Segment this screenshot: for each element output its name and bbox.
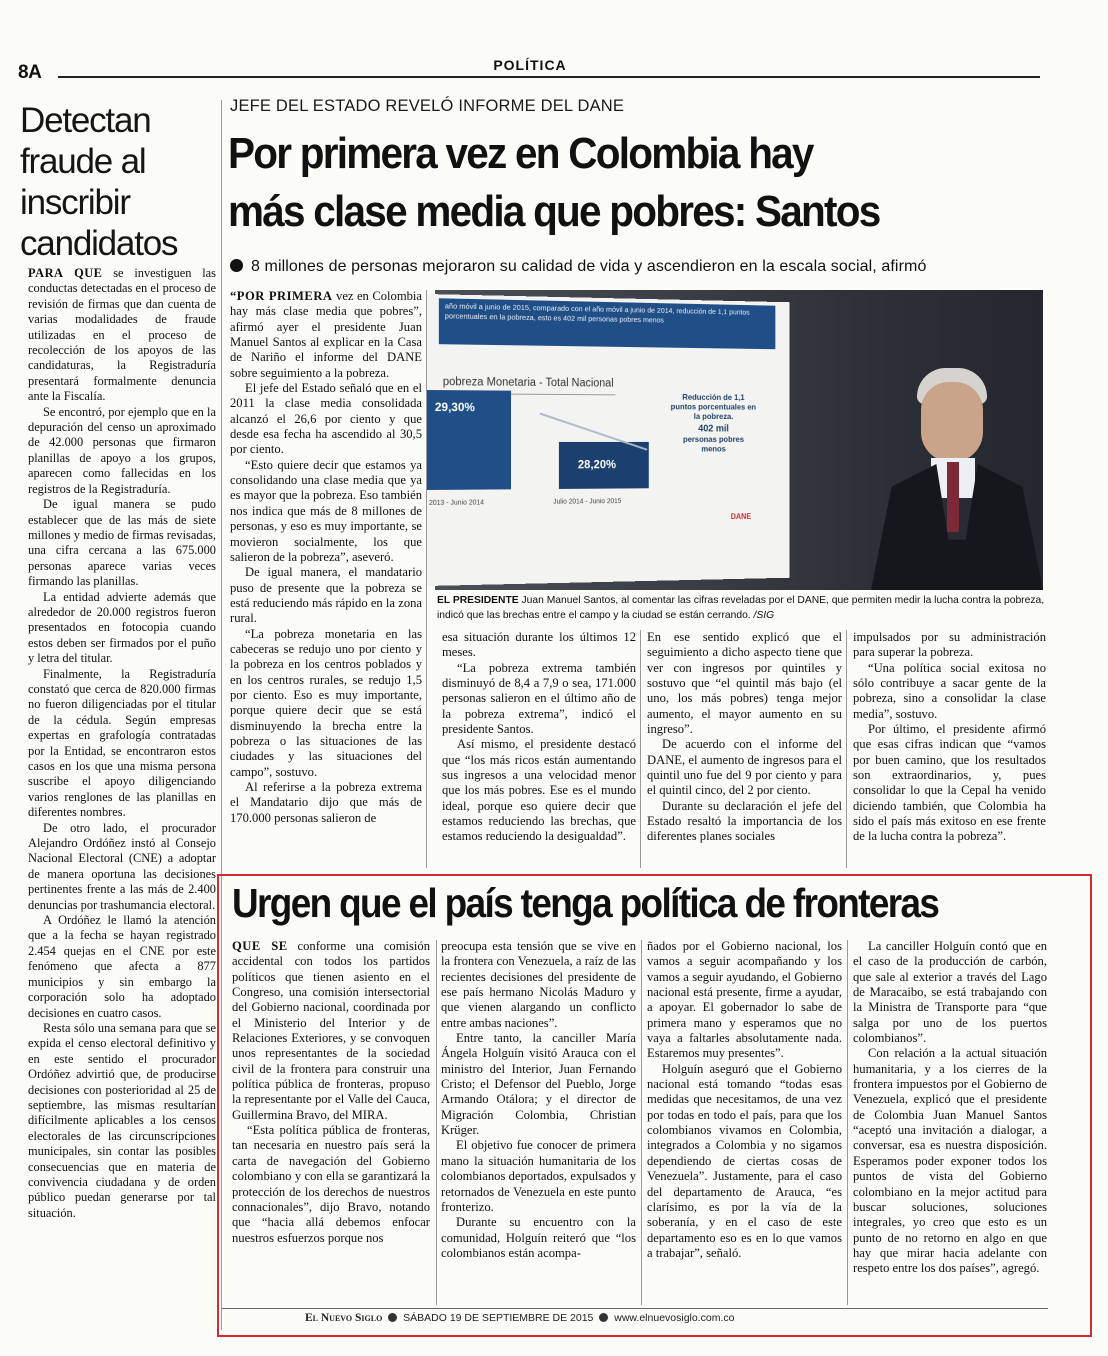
bottom-headline: Urgen que el país tenga política de fronteras: [232, 880, 939, 926]
footer-bullet-icon: [599, 1313, 608, 1322]
main-paragraph: “Una política social exitosa no sólo contribuye a sacar gente de la pobreza, sino a consolidar la clase media”, sostuvo.: [853, 660, 1046, 721]
santos-figure: [865, 360, 1043, 590]
note-line: 402 mil: [698, 423, 729, 435]
dane-slide: [427, 294, 789, 586]
santos-tie: [947, 462, 959, 532]
bottom-paragraph: “Esta política pública de fronteras, tan necesaria en nuestro país será la carta de navegación del Gobierno colombiano y con ella se garantizará la protección de los derechos de nuestros connacionales”, dijo Bravo, notando que “hacia allá debemos enfocar nuestros esfuerzos porque nos: [232, 1123, 430, 1245]
bar-value-1: 29,30%: [434, 400, 475, 415]
page-number: 8A: [18, 62, 42, 83]
footer-date: SÁBADO 19 DE SEPTIEMBRE DE 2015: [403, 1312, 594, 1324]
main-paragraph: En ese sentido explicó que el seguimiento a dicho aspecto tiene que ver con ingresos por quintiles y sostuvo que “el quintil más bajo (el uno, los más pobres) tenga mejor aumento, el mayor aumento en su ingreso”.: [647, 630, 842, 737]
bottom-paragraph: Holguín aseguró que el Gobierno nacional está tomando “todas esas medidas que necesitamos, de una vez por todas en todo el país, para que los colombianos vivamos en Colombia, integrados a Colombia y no sigamos dependiendo de ciertas cosas de Venezuela”. Justamente, para el caso del departamento de Arauca, “es clarísimo, es por la vía de la soberanía, y en el caso de este departamento eso es en lo que vamos a trabajar”, señaló.: [647, 1061, 842, 1260]
note-line: menos: [701, 443, 726, 454]
bar-label-1: 2013 - Junio 2014: [428, 499, 484, 507]
side-paragraph: Resta sólo una semana para que se expida el censo electoral definitivo y en este sentido el procurador Ordóñez advirtió que, de producirse decisiones con posterioridad al 25 de septiembre, las mismas resultarían difícilmente aplicables a los censos electorales de las circunscripciones municipales, sin contar las posibles consecuencias que en materia de convivencia ciudadana y de orden público puedan generarse por tal situación.: [28, 1020, 216, 1220]
footer-url[interactable]: www.elnuevosiglo.com.co: [614, 1312, 735, 1324]
main-column-4: [853, 630, 1046, 870]
column-divider: [640, 630, 641, 868]
bottom-paragraph: La canciller Holguín contó que en el caso de la producción de carbón, que sale al exterior a través del Lago de Maracaibo, se está trabajando con la Ministra de Transporte para “que salga por uno de los puertos colombianos”.: [853, 939, 1047, 1046]
caption-lead: EL PRESIDENTE: [437, 595, 519, 606]
main-paragraph: “Esto quiere decir que estamos ya consolidando una clase media que ya es mayor que la pobreza. Eso también nos indica que más de 8 millones de personas, y eso es muy importante, se movieron socialmente, los que salieron de la pobreza”, aseveró.: [230, 457, 422, 564]
bottom-paragraph: preocupa esta tensión que se vive en la frontera con Venezuela, a raíz de las recientes decisiones del presidente de ese país hermano Nicolás Maduro y que vienen alargando un conflicto entre ambas naciones”.: [441, 939, 636, 1030]
caption-text: Juan Manuel Santos, al comentar las cifras reveladas por el DANE, que permiten medir la lucha contra la pobreza, indicó que las brechas entre el campo y la ciudad se están cerrando.: [437, 595, 1045, 621]
side-paragraph: Finalmente, la Registraduría constató que cerca de 820.000 firmas no fueron diligenciadas por el titular de la cédula. Según empresas expertas en grafología contratadas por la Entidad, se encontraron estos casos en los que una misma persona suscribe el apoyo diligenciando varios renglones de las planillas en diferentes nombres.: [28, 666, 216, 820]
main-subhead-text: 8 millones de personas mejoraron su calidad de vida y ascendieron en la escala social, afirmó: [251, 258, 927, 275]
main-kicker: JEFE DEL ESTADO REVELÓ INFORME DEL DANE: [230, 97, 625, 115]
side-story-body: [28, 266, 216, 1306]
bullet-icon: [230, 259, 243, 272]
note-line: puntos porcentuales en: [670, 401, 757, 412]
reduction-note: [664, 392, 763, 454]
bottom-paragraph: Durante su encuentro con la comunidad, Holguín reiteró que “los colombianos están acompa-: [441, 1215, 636, 1260]
note-line: Reducción de 1,1: [682, 391, 745, 402]
footer: [305, 1312, 734, 1324]
header-rule: [58, 76, 1040, 78]
main-paragraph: De acuerdo con el informe del DANE, el aumento de ingresos para el quintil uno fue del 9 por ciento y para el quintil cinco, del 2 por ciento.: [647, 737, 842, 798]
side-lead: PARA QUE: [28, 266, 103, 280]
column-divider: [847, 940, 848, 1305]
bottom-column-2: [441, 939, 636, 1309]
bottom-column-4: [853, 939, 1047, 1309]
photo-caption: [437, 593, 1045, 623]
main-column-3: [647, 630, 842, 870]
section-name: POLÍTICA: [493, 57, 567, 73]
bottom-column-3: [647, 939, 842, 1309]
caption-credit: /SIG: [753, 610, 775, 621]
main-paragraph: vez en Colombia hay más clase media que pobres”, afirmó ayer el presidente Juan Manuel Santos al explicar en la Casa de Nariño el informe del DANE sobre seguimiento a la pobreza.: [230, 289, 422, 380]
main-paragraph: “La pobreza extrema también disminuyó de 8,4 a 7,9 o sea, 171.000 personas salieron en el último año de la pobreza extrema”, indicó el presidente Santos.: [442, 660, 636, 737]
side-paragraph: se investiguen las conductas detectadas en el proceso de revisión de firmas que dan cuenta de varias modalidades de fraude utilizadas en el proceso de recolección de los apoyos de las candidaturas, la Registraduría presentará formalmente denuncia ante la Fiscalía.: [28, 266, 216, 404]
main-paragraph: De igual manera, el mandatario puso de presente que la pobreza se está reduciendo más rápido en la zona rural.: [230, 565, 422, 626]
santos-face: [921, 382, 983, 462]
main-lead: “POR PRIMERA: [230, 289, 333, 303]
bottom-paragraph: Entre tanto, la canciller María Ángela Holguín visitó Arauca con el ministro del Interior, Juan Fernando Cristo; el Defensor del Pueblo, Jorge Armando Otálora; y el director de Migración Colombia, Christian Krüger.: [441, 1031, 636, 1138]
slide-header: año móvil a junio de 2015, comparado con el año móvil a junio de 2014, reducción de 1,1 puntos porcentuales en la pobreza, esto es 402 mil personas pobres menos: [439, 298, 775, 349]
president-photo: [428, 290, 1043, 590]
main-paragraph: El jefe del Estado señaló que en el 2011 la clase media consolidada alcanzó el 26,6 por ciento y que desde esa fecha ha ascendido al 30,5 por ciento.: [230, 381, 422, 457]
main-subhead: [230, 258, 1050, 276]
main-paragraph: Durante su declaración el jefe del Estado resaltó la importancia de los diferentes planes sociales: [647, 798, 842, 844]
bottom-paragraph: Con relación a la actual situación humanitaria, y a los cierres de la frontera impuestos por el Gobierno de Venezuela, explicó que el presidente de Colombia Juan Manuel Santos “aceptó una invitación a dialogar, a conversar, esa es nuestra disposición. Esperamos poder exponer todos los puntos de vista del Gobierno colombiano en la mejor actitud para buscar soluciones, soluciones integrales, yo creo que esto es un punto de no retorno en algo en que hay que mirar hacia adelante con respeto entre los dos países”, agregó.: [853, 1046, 1047, 1276]
dane-logo: DANE: [730, 512, 752, 521]
note-line: la pobreza.: [693, 411, 734, 421]
note-line: personas pobres: [682, 434, 744, 444]
column-divider: [436, 940, 437, 1305]
main-headline-line-2: más clase media que pobres: Santos: [228, 187, 880, 236]
main-column-1: [230, 289, 422, 869]
column-divider: [846, 630, 847, 868]
bar-value-2: 28,20%: [577, 457, 617, 472]
slide-title: pobreza Monetaria - Total Nacional: [442, 376, 614, 390]
bottom-paragraph: El objetivo fue conocer de primera mano la situación humanitaria de los colombianos deportados, expulsados y retornados de Venezuela en este punto fronterizo.: [441, 1138, 636, 1214]
side-headline: Detectan fraude al inscribir candidatos: [20, 101, 178, 263]
main-column-2: [442, 630, 636, 870]
main-paragraph: “La pobreza monetaria en las cabeceras se redujo uno por ciento y la pobreza en los centros poblados y en los centros rurales, se redujo 1,5 por ciento. Eso es muy importante, porque quiere decir que se está disminuyendo la brecha entre la pobreza o las situaciones de las ciudades y las situaciones del campo”, sostuvo.: [230, 626, 422, 779]
footer-bullet-icon: [388, 1313, 397, 1322]
bottom-lead: QUE SE: [232, 939, 288, 953]
side-paragraph: De otro lado, el procurador Alejandro Ordóñez instó al Consejo Nacional Electoral (CNE) a adoptar de manera oportuna las decisiones pertinentes frente a las más de 2.400 denuncias por trashumancia electoral.: [28, 820, 216, 912]
main-headline-line-1: Por primera vez en Colombia hay: [228, 129, 813, 178]
footer-paper: El Nuevo Siglo: [305, 1312, 383, 1324]
footer-rule: [222, 1308, 1048, 1309]
column-divider: [641, 940, 642, 1305]
column-divider: [426, 290, 427, 868]
bottom-paragraph: ñados por el Gobierno nacional, los vamos a seguir acompañando y los vamos a seguir ayudando, el Gobierno nacional está presente, firme a ayudar, a apoyar. El gobernador lo sabe de primera mano y esperamos que no vaya a faltarles absolutamente nada. Estaremos muy presentes”.: [647, 939, 842, 1061]
side-paragraph: A Ordóñez le llamó la atención que a la fecha se hayan registrado 2.454 quejas en el CNE por este fenómeno que afecta a 877 municipios y sin embargo la corporación solo ha adoptado decisiones en cuatro casos.: [28, 913, 216, 1020]
side-paragraph: De igual manera se pudo establecer que de las más de siete millones y medio de firmas revisadas, una cifra cercana a las 675.000 personas aparece varias veces firmando las planillas.: [28, 497, 216, 589]
side-paragraph: Se encontró, por ejemplo que en la depuración del censo un aproximado de 42.000 personas que firmaron planillas de apoyo a los grupos, aparecen como fallecidas en los registros de la Registraduría.: [28, 404, 216, 496]
main-paragraph: Al referirse a la pobreza extrema el Mandatario dijo que más de 170.000 personas salieron de: [230, 780, 422, 825]
side-paragraph: La entidad advierte además que alrededor de 20.000 registros fueron presentados en fotocopia cuando estos deben ser firmados por el puño y letra del titular.: [28, 589, 216, 666]
bottom-paragraph: conforme una comisión accidental con todos los partidos políticos que tienen asiento en el Congreso, una comisión intersectorial del Gobierno nacional, coordinada por el Ministerio del Interior y de Relaciones Exteriores, y se convoquen unos representantes de la sociedad civil de la frontera para construir una política pública de fronteras, propuso la representante por el Valle del Cauca, Guillermina Bravo, del MIRA.: [232, 939, 430, 1122]
main-paragraph: Así mismo, el presidente destacó que “los más ricos están aumentando sus ingresos a una velocidad menor que los más pobres. Ese es el mundo ideal, porque eso quiere decir que estamos reduciendo las brechas, que estamos reduciendo la desigualdad”.: [442, 737, 636, 844]
main-paragraph: impulsados por su administración para superar la pobreza.: [853, 630, 1046, 660]
bottom-column-1: [232, 939, 430, 1309]
main-paragraph: esa situación durante los últimos 12 meses.: [442, 630, 636, 660]
main-paragraph: Por último, el presidente afirmó que esas cifras indican que “vamos por buen camino, que los resultados son extraordinarios, y, pues consolidar lo que la Cepal ha venido diciendo también, que Colombia ha sido el país más exitoso en ese frente de la lucha contra la pobreza”.: [853, 722, 1046, 844]
bar-label-2: Julio 2014 - Junio 2015: [553, 498, 622, 506]
